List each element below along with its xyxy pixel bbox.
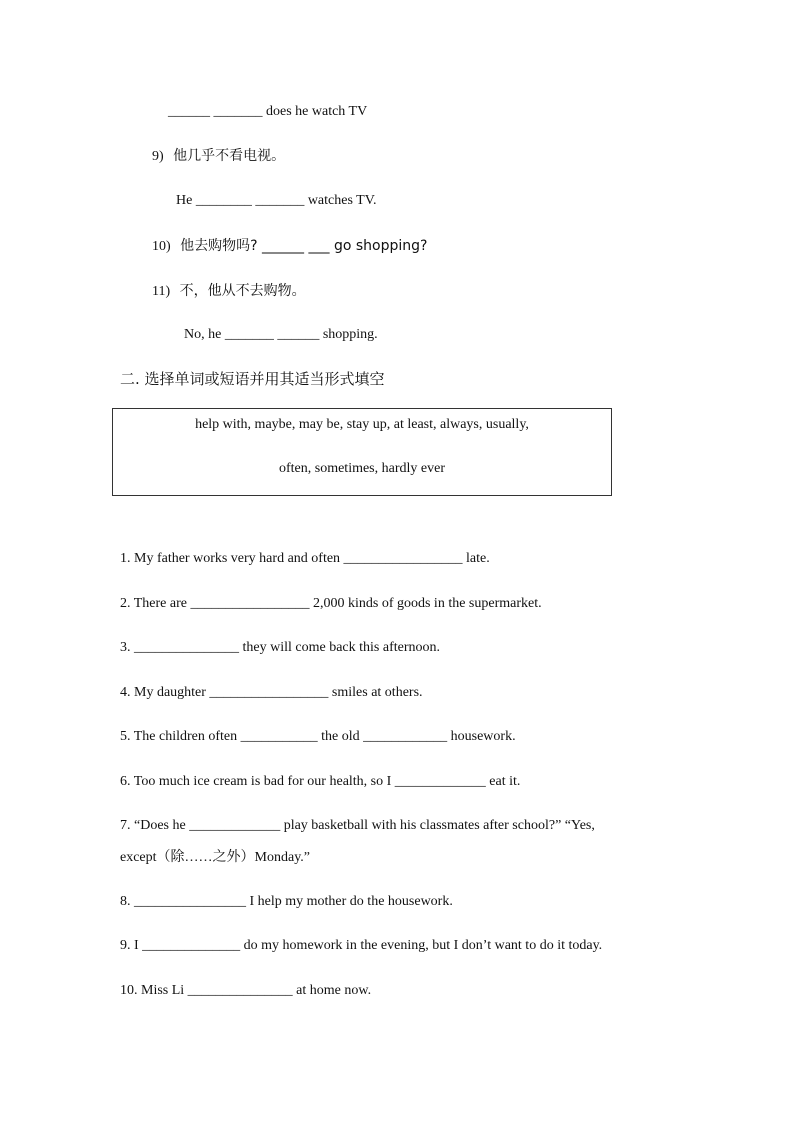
word-bank-line-2: often, sometimes, hardly ever bbox=[278, 461, 445, 476]
question-10-text: 他去购物吗? ______ ___ go shopping? bbox=[180, 238, 428, 254]
question-10-number: 10) bbox=[152, 239, 171, 254]
exercise-7-continued: except（除……之外）Monday.” bbox=[120, 850, 310, 865]
exercise-2: 2. There are _________________ 2,000 kinds of goods in the supermarket. bbox=[120, 596, 542, 611]
exercise-1: 1. My father works very hard and often _________________ late. bbox=[120, 551, 490, 566]
exercise-7: 7. “Does he _____________ play basketball with his classmates after school?” “Yes, bbox=[120, 818, 595, 833]
exercise-9: 9. I ______________ do my homework in the evening, but I don’t want to do it today. bbox=[120, 938, 603, 953]
question-11 bbox=[152, 282, 306, 301]
question-11-chinese: 不，他从不去购物。 bbox=[179, 283, 306, 299]
exercise-8: 8. ________________ I help my mother do the housework. bbox=[120, 894, 453, 909]
exercise-3: 3. _______________ they will come back this afternoon. bbox=[120, 640, 440, 655]
word-bank-box bbox=[112, 408, 612, 496]
section-2-heading: 二. 选择单词或短语并用其适当形式填空 bbox=[120, 370, 385, 388]
blank-line-8b: ______ _______ does he watch TV bbox=[168, 104, 368, 119]
question-9-chinese: 他几乎不看电视。 bbox=[173, 148, 286, 164]
word-bank-line-1: help with, maybe, may be, stay up, at least, always, usually, bbox=[195, 417, 529, 432]
question-9-english: He ________ _______ watches TV. bbox=[176, 193, 377, 208]
exercise-6: 6. Too much ice cream is bad for our health, so I _____________ eat it. bbox=[120, 774, 521, 789]
exercise-5: 5. The children often ___________ the old ____________ housework. bbox=[120, 729, 516, 744]
exercise-4: 4. My daughter _________________ smiles at others. bbox=[120, 685, 423, 700]
question-10 bbox=[152, 237, 427, 256]
question-11-english: No, he _______ ______ shopping. bbox=[184, 327, 378, 342]
question-9 bbox=[152, 147, 285, 166]
question-11-number: 11) bbox=[152, 284, 171, 299]
exercise-10: 10. Miss Li _______________ at home now. bbox=[120, 983, 372, 998]
question-9-number: 9) bbox=[152, 149, 164, 164]
